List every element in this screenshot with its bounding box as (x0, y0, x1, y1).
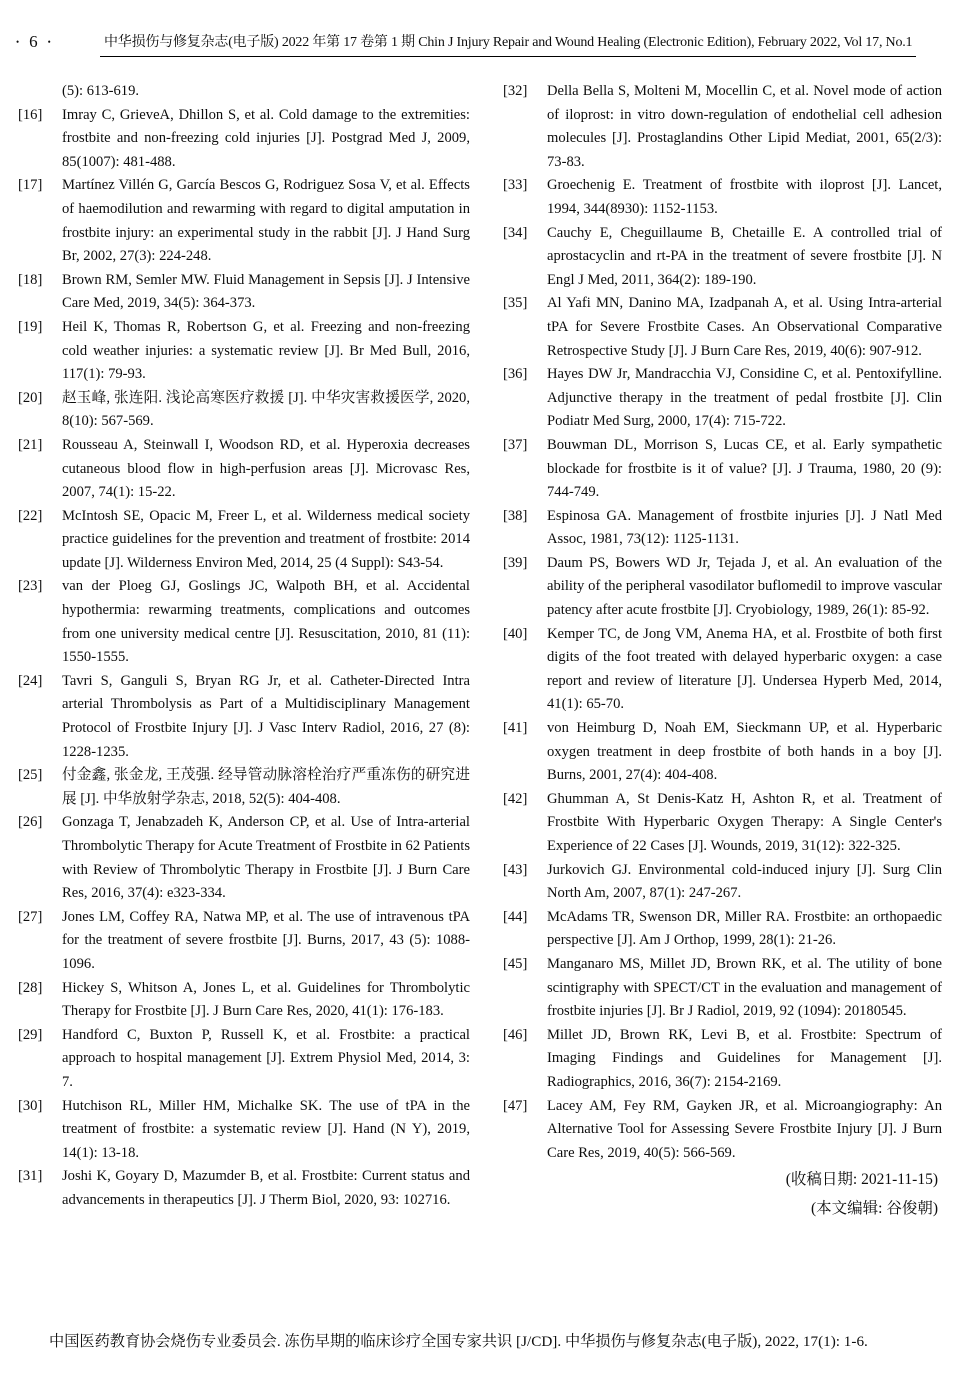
reference-text: Ghumman A, St Denis-Katz H, Ashton R, et al. Treatment of Frostbite With Hyperbaric Oxygen Therapy: A Single Center's Experience of 22 Cases [J]. Wounds, 2019, 31(12): 322-325. (547, 790, 942, 854)
reference-text: Al Yafi MN, Danino MA, Izadpanah A, et al. Using Intra-arterial tPA for Severe Frostbite Cases. An Observational Comparative Retrospective Study [J]. J Burn Care Res, 2019, 40(6): 907-912. (547, 295, 942, 359)
citation-footer (15, 1328, 941, 1356)
page-header (16, 31, 957, 57)
reference-item (503, 222, 942, 293)
reference-text: Martínez Villén G, García Bescos G, Rodriguez Sosa V, et al. Effects of haemodilution and rewarming with regard to digital amputation in frostbite injury: an experimental study in the rabbit [J]. J Hand Surg Br, 2002, 27(3): 224-248. (62, 177, 470, 265)
reference-item (18, 505, 470, 576)
reference-item (18, 1095, 470, 1166)
reference-text: Hutchison RL, Miller HM, Michalke SK. The use of tPA in the treatment of frostbite: a systematic review [J]. Hand (N Y), 2019, 14(1): 13-18. (62, 1097, 470, 1161)
reference-number: [43] (503, 861, 528, 878)
reference-number: [33] (503, 177, 528, 194)
reference-number: [19] (18, 318, 43, 335)
reference-text: Manganaro MS, Millet JD, Brown RK, et al. The utility of bone scintigraphy with SPECT/CT in the evaluation and management of frostbite injuries [J]. Br J Radiol, 2019, 92 (1094): 20180545. (547, 955, 942, 1020)
reference-item (18, 670, 470, 764)
reference-text: von Heimburg D, Noah EM, Sieckmann UP, et al. Hyperbaric oxygen treatment in deep frostbite of both hands in a boy [J]. Burns, 2001, 27(4): 404-408. (547, 720, 942, 784)
reference-text: Cauchy E, Cheguillaume B, Chetaille E. A controlled trial of aprostacyclin and rt-PA in the treatment of severe frostbite [J]. N Engl J Med, 2011, 364(2): 189-190. (547, 224, 942, 288)
reference-text: (5): 613-619. (62, 83, 140, 99)
reference-number: [45] (503, 955, 528, 972)
references-column-left (18, 80, 470, 1328)
reference-item (18, 174, 470, 268)
reference-item (503, 505, 942, 552)
reference-item (503, 552, 942, 623)
reference-number: [34] (503, 224, 528, 241)
reference-item (503, 859, 942, 906)
reference-text: Handford C, Buxton P, Russell K, et al. Frostbite: a practical approach to hospital management [J]. Extrem Physiol Med, 2014, 3: 7. (62, 1026, 470, 1090)
bullet-icon: • (16, 36, 20, 47)
reference-number: [18] (18, 271, 43, 288)
reference-text: 付金鑫, 张金龙, 王茂强. 经导管动脉溶栓治疗严重冻伤的研究进展 [J]. 中华放射学杂志, 2018, 52(5): 404-408. (62, 767, 470, 807)
reference-number: [30] (18, 1097, 43, 1114)
reference-number: [31] (18, 1168, 43, 1185)
references-section (18, 80, 942, 1328)
reference-item (503, 434, 942, 505)
reference-text: Jurkovich GJ. Environmental cold-induced injury [J]. Surg Clin North Am, 2007, 87(1): 247-267. (547, 861, 942, 902)
reference-item (18, 1024, 470, 1095)
reference-item (18, 764, 470, 811)
reference-text: Rousseau A, Steinwall I, Woodson RD, et al. Hyperoxia decreases cutaneous blood flow in high-perfusion areas [J]. Microvasc Res, 2007, 74(1): 15-22. (62, 436, 470, 501)
reference-number: [36] (503, 366, 528, 383)
reference-number: [20] (18, 389, 43, 406)
page-number-value: 6 (29, 32, 38, 51)
reference-text: Joshi K, Goyary D, Mazumder B, et al. Frostbite: Current status and advancements in therapeutics [J]. J Therm Biol, 2020, 93: 102716. (62, 1168, 470, 1208)
reference-number: [28] (18, 979, 43, 996)
reference-number: [41] (503, 720, 528, 737)
reference-text: Jones LM, Coffey RA, Natwa MP, et al. The use of intravenous tPA for the treatment of severe frostbite [J]. Burns, 2017, 43 (5): 1088-1096. (62, 908, 470, 972)
reference-number: [17] (18, 177, 43, 194)
reference-number: [40] (503, 625, 528, 642)
reference-text: Brown RM, Semler MW. Fluid Management in Sepsis [J]. J Intensive Care Med, 2019, 34(5): 364-373. (62, 271, 470, 312)
references-column-right (503, 80, 942, 1328)
reference-number: [32] (503, 83, 528, 99)
journal-title-line: 中华损伤与修复杂志(电子版) 2022 年第 17 卷第 1 期 Chin J Injury Repair and Wound Healing (Electronic Edition), February 2022, Vol 17, No.1 (100, 31, 916, 57)
reference-number: [38] (503, 507, 528, 524)
reference-item (18, 906, 470, 977)
reference-text: Groechenig E. Treatment of frostbite with iloprost [J]. Lancet, 1994, 344(8930): 1152-1153. (547, 177, 942, 217)
reference-number: [35] (503, 295, 528, 312)
reference-item (503, 953, 942, 1024)
citation-text: 中国医药教育协会烧伤专业委员会. 冻伤早期的临床诊疗全国专家共识 [J/CD]. 中华损伤与修复杂志(电子版), 2022, 17(1): 1-6. (49, 1333, 868, 1350)
reference-text: Hickey S, Whitson A, Jones L, et al. Guidelines for Thrombolytic Therapy for Frostbite [J]. J Burn Care Res, 2020, 41(1): 176-183. (62, 979, 470, 1020)
reference-item (503, 363, 942, 434)
reference-item (18, 1165, 470, 1212)
reference-text: Millet JD, Brown RK, Levi B, et al. Frostbite: Spectrum of Imaging Findings and Guidelines for Management [J]. Radiographics, 2016, 36(7): 2154-2169. (547, 1026, 942, 1090)
reference-number: [46] (503, 1026, 528, 1043)
reference-number: [21] (18, 436, 43, 453)
reference-item (18, 977, 470, 1024)
reference-item (503, 906, 942, 953)
reference-text: Hayes DW Jr, Mandracchia VJ, Considine C, et al. Pentoxifylline. Adjunctive therapy in the treatment of pedal frostbite [J]. Clin Podiatr Med Surg, 2000, 17(4): 715-722. (547, 366, 942, 430)
reference-text: Imray C, GrieveA, Dhillon S, et al. Cold damage to the extremities: frostbite and non-freezing cold injuries [J]. Postgrad Med J, 2009, 85(1007): 481-488. (62, 106, 470, 170)
reference-text: Della Bella S, Molteni M, Mocellin C, et al. Novel mode of action of iloprost: in vitro down-regulation of endothelial cell adhesion molecules [J]. Prostaglandins Other Lipid Mediat, 2001, 65(2/3): 73-83. (547, 83, 942, 170)
bullet-icon: • (47, 36, 51, 47)
reference-number: [27] (18, 908, 43, 925)
reference-item (18, 387, 470, 434)
reference-item (503, 292, 942, 363)
reference-item (503, 1095, 942, 1166)
reference-item (18, 575, 470, 669)
page-number (16, 31, 80, 52)
reference-text: Espinosa GA. Management of frostbite injuries [J]. J Natl Med Assoc, 1981, 73(12): 1125-1131. (547, 507, 942, 548)
reference-number: [37] (503, 436, 528, 453)
received-date-note: (收稿日期: 2021-11-15) (785, 1171, 938, 1189)
reference-item (18, 269, 470, 316)
reference-number: [44] (503, 908, 528, 925)
reference-number: [26] (18, 814, 43, 831)
reference-item (503, 80, 942, 174)
reference-text: 赵玉峰, 张连阳. 浅论高寒医疗救援 [J]. 中华灾害救援医学, 2020, 8(10): 567-569. (62, 389, 470, 430)
reference-number: [39] (503, 554, 528, 571)
reference-item (503, 174, 942, 221)
reference-text: Lacey AM, Fey RM, Gayken JR, et al. Microangiography: An Alternative Tool for Assessing Severe Frostbite Injury [J]. J Burn Care Res, 2019, 40(5): 566-569. (547, 1097, 942, 1161)
reference-text: Daum PS, Bowers WD Jr, Tejada J, et al. An evaluation of the ability of the peripheral vasodilator buflomedil to improve vascular patency after acute frostbite [J]. Cryobiology, 1989, 26(1): 85-92. (547, 554, 942, 619)
reference-text: Gonzaga T, Jenabzadeh K, Anderson CP, et al. Use of Intra-arterial Thrombolytic Therapy for Acute Treatment of Frostbite in 62 Patients with Review of Thrombolytic Therapy in Frostbite [J]. J Burn Care Res, 2016, 37(4): e323-334. (62, 814, 470, 902)
reference-item (18, 316, 470, 387)
reference-item (18, 80, 470, 104)
reference-number: [25] (18, 767, 43, 784)
reference-item (503, 717, 942, 788)
reference-number: [22] (18, 507, 43, 524)
reference-text: McIntosh SE, Opacic M, Freer L, et al. Wilderness medical society practice guidelines for the prevention and treatment of frostbite: 2014 update [J]. Wilderness Environ Med, 2014, 25 (4 Suppl): S43-54. (62, 507, 470, 571)
reference-item (503, 1024, 942, 1095)
reference-text: Heil K, Thomas R, Robertson G, et al. Freezing and non-freezing cold weather injuries: a systematic review [J]. Br Med Bull, 2016, 117(1): 79-93. (62, 318, 470, 383)
reference-item (503, 623, 942, 717)
reference-number: [29] (18, 1026, 43, 1043)
reference-item (18, 434, 470, 505)
reference-text: McAdams TR, Swenson DR, Miller RA. Frostbite: an orthopaedic perspective [J]. Am J Orthop, 1999, 28(1): 21-26. (547, 908, 942, 949)
reference-number: [23] (18, 578, 43, 595)
reference-number: [16] (18, 106, 43, 123)
reference-item (503, 788, 942, 859)
reference-text: van der Ploeg GJ, Goslings JC, Walpoth BH, et al. Accidental hypothermia: rewarming treatments, complications and outcomes from one university medical centre [J]. Resuscitation, 2010, 81 (11): 1550-1555. (62, 578, 470, 666)
reference-number: [24] (18, 672, 43, 689)
reference-text: Kemper TC, de Jong VM, Anema HA, et al. Frostbite of both first digits of the foot treated with delayed hyperbaric oxygen: a case report and review of literature [J]. Undersea Hyperb Med, 2014, 41(1): 65-70. (547, 625, 942, 713)
reference-number: [42] (503, 790, 528, 807)
reference-item (18, 104, 470, 175)
editor-note: (本文编辑: 谷俊朝) (810, 1200, 938, 1218)
reference-item (18, 811, 470, 905)
reference-text: Bouwman DL, Morrison S, Lucas CE, et al. Early sympathetic blockade for frostbite is it of value? [J]. J Trauma, 1980, 20 (9): 744-749. (547, 436, 942, 501)
reference-text: Tavri S, Ganguli S, Bryan RG Jr, et al. Catheter-Directed Intra arterial Thrombolysis as Part of a Multidisciplinary Management Protocol of Frostbite Injury [J]. J Vasc Interv Radiol, 2016, 27 (8): 1228-1235. (62, 672, 470, 760)
reference-number: [47] (503, 1097, 528, 1114)
